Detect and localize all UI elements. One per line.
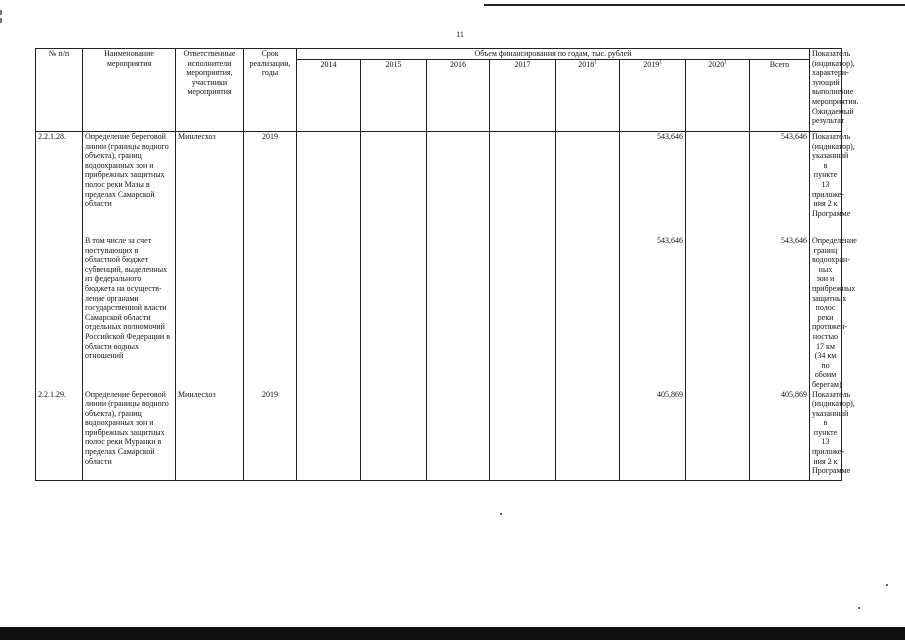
cell-2018 [556,236,620,390]
row-responsible [176,236,244,390]
cell-2015 [361,390,427,481]
scan-speck [500,513,502,515]
cell-2019: 405,869 [620,390,686,481]
scan-mark [0,18,2,23]
header-year-2018-label: 2018 [578,59,595,69]
header-year-2020 [686,59,750,131]
bottom-scan-bar [0,627,905,640]
footnote-mark: 1 [724,59,727,65]
header-year-2018 [556,59,620,131]
cell-2016 [427,390,490,481]
row-term: 2019 [244,132,297,237]
header-year-2016: 2016 [427,59,490,131]
header-year-2019 [620,59,686,131]
row-num: 2.2.1.29. [36,390,83,481]
cell-2018 [556,390,620,481]
page-number: 11 [456,30,464,39]
footnote-mark: 1 [659,59,662,65]
cell-2017 [490,390,556,481]
row-name: В том числе за счет поступающих в областной бюджет субвенций, выделенных из федерального бюджета на осуществ-ление органами государственной власти Самарской области отдельных полномочий Российской Федерации в области водных отношений [83,236,176,390]
cell-2019: 543,646 [620,236,686,390]
row-indicator: Показатель (индикатор), указанный в пункте 13 приложе-ния 2 к Программе [810,390,842,481]
cell-2014 [297,132,361,237]
cell-2014 [297,236,361,390]
header-year-2015: 2015 [361,59,427,131]
cell-total: 543,646 [750,236,810,390]
cell-2020 [686,236,750,390]
row-name: Определение береговой линии (границы водного объекта), границ водоохранных зон и прибрежных защитных полос реки Муранки в пределах Самарской области [83,390,176,481]
header-year-2019-label: 2019 [643,59,660,69]
header-total: Всего [750,59,810,131]
table-row [36,132,842,237]
header-funding: Объем финансирования по годам, тыс. рублей [297,49,810,60]
header-year-2020-label: 2020 [708,59,725,69]
scan-speck [886,584,888,586]
row-num: 2.2.1.28. [36,132,83,237]
row-term: 2019 [244,390,297,481]
cell-2015 [361,236,427,390]
cell-2017 [490,236,556,390]
cell-2016 [427,132,490,237]
scan-speck [858,607,860,609]
cell-total: 405,869 [750,390,810,481]
top-rule [484,4,905,6]
row-name: Определение береговой линии (границы водного объекта), границ водоохранных зон и прибрежных защитных полос реки Мазы в пределах Самарской области [83,132,176,237]
header-term: Срок реализации, годы [244,49,297,132]
row-indicator: Определение границ водоохран-ных зон и прибрежных защитных полос реки протяжен-ностью 17 км (34 км по обоим берегам) [810,236,842,390]
cell-2020 [686,390,750,481]
cell-2020 [686,132,750,237]
cell-2017 [490,132,556,237]
row-indicator: Показатель (индикатор), указанный в пункте 13 приложе-ния 2 к Программе [810,132,842,237]
scan-mark [0,10,2,15]
cell-2015 [361,132,427,237]
table-row [36,236,842,390]
cell-2016 [427,236,490,390]
header-num: № п/п [36,49,83,132]
cell-2019: 543,646 [620,132,686,237]
header-year-2017: 2017 [490,59,556,131]
header-responsible: Ответственные исполнители мероприятия, участники мероприятия [176,49,244,132]
row-responsible: Минлесхоз [176,132,244,237]
row-num [36,236,83,390]
footnote-mark: 1 [594,59,597,65]
table-row [36,390,842,481]
row-term [244,236,297,390]
cell-2014 [297,390,361,481]
cell-total: 543,646 [750,132,810,237]
funding-table [35,48,859,481]
header-name: Наименование мероприятия [83,49,176,132]
cell-2018 [556,132,620,237]
row-responsible: Минлесхоз [176,390,244,481]
header-year-2014: 2014 [297,59,361,131]
header-indicator: Показатель (индикатор), характери-зующий выполнение мероприятия. Ожидаемый результат [810,49,842,132]
